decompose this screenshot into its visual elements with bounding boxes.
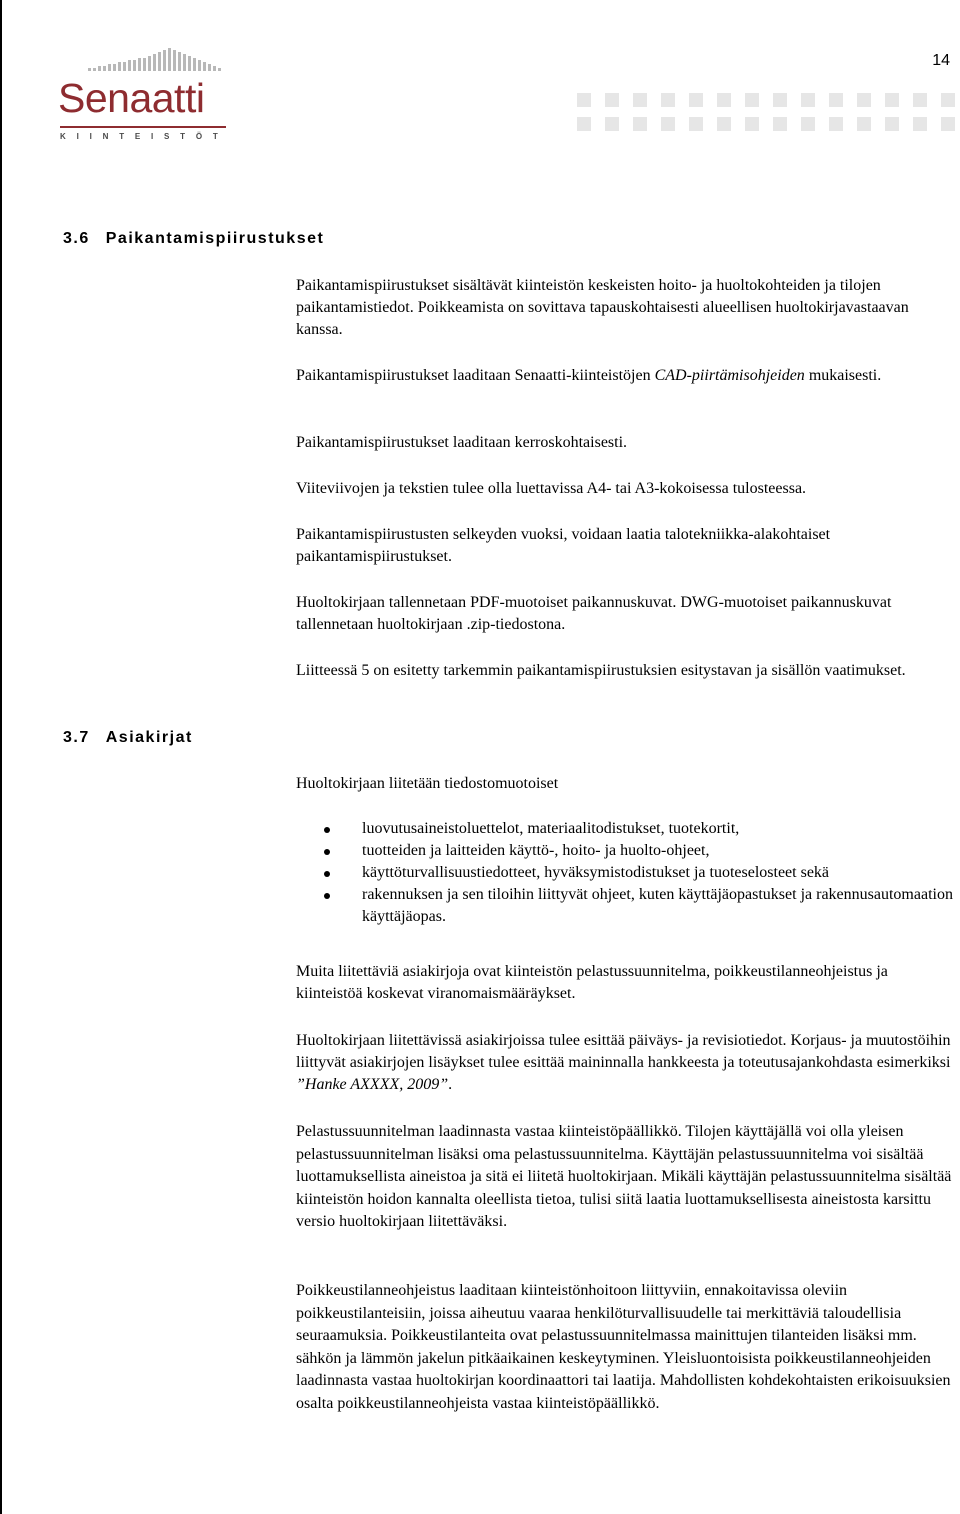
page-number: 14 <box>932 52 950 69</box>
section-heading-3-6 <box>63 230 324 248</box>
bullet-icon <box>324 849 330 855</box>
section-3-6-body <box>296 524 956 568</box>
decorative-square-grid <box>577 93 960 133</box>
logo-subtitle: KIINTEISTÖT <box>60 132 229 141</box>
paragraph: Pelastussuunnitelman laadinnasta vastaa kiinteistöpäällikkö. Tilojen käyttäjällä voi olla yleisen pelastussuunnitelman lisäksi oma pelastussuunnitelma. Käyttäjän pelastussuunnitelma voi sisältää luottamuksellista aineistoa ja sitä ei liitetä huoltokirjaan. Mikäli käyttäjän pelastussuunnitelma sisältää kiinteistön hoidon kannalta oleellista tietoa, tulisi siitä laatia luottamuksellisesta aineistosta karsittu versio huoltokirjaan liitettäväksi. <box>296 1123 952 1230</box>
list-item: rakennuksen ja sen tiloihin liittyvät ohjeet, kuten käyttäjäopastukset ja rakennusautomaation käyttäjäopas. <box>296 884 956 928</box>
list-item: tuotteiden ja laitteiden käyttö-, hoito- ja huolto-ohjeet, <box>296 840 956 862</box>
list-item: käyttöturvallisuustiedotteet, hyväksymistodistukset ja tuoteselosteet sekä <box>296 862 956 884</box>
logo-underline <box>60 126 226 128</box>
paragraph: Liitteessä 5 on esitetty tarkemmin paikantamispiirustuksien esitystavan ja sisällön vaatimukset. <box>296 662 906 679</box>
logo-wordmark: Senaatti <box>58 75 205 121</box>
section-title: Paikantamispiirustukset <box>105 230 325 247</box>
paragraph: Huoltokirjaan liitettävissä asiakirjoissa tulee esittää päiväys- ja revisiotiedot. Korjaus- ja muutostöihin liittyvät asiakirjojen lisäykset tulee esittää maininnalla hankkeesta ja toteutusajankohdasta esimerkiksi ”Hanke AXXXX, 2009”. <box>296 1032 951 1093</box>
section-3-6-body <box>296 432 956 454</box>
section-3-6-body <box>296 275 956 341</box>
paragraph: Huoltokirjaan liitetään tiedostomuotoiset <box>296 775 559 792</box>
logo-dots-icon <box>88 48 238 78</box>
section-heading-3-7 <box>63 729 193 747</box>
paragraph: Paikantamispiirustukset laaditaan kerroskohtaisesti. <box>296 434 628 451</box>
section-number: 3.7 <box>63 729 90 746</box>
senaatti-logo <box>58 48 236 144</box>
section-3-6-body <box>296 478 956 500</box>
paragraph: Muita liitettäviä asiakirjoja ovat kiinteistön pelastussuunnitelma, poikkeustilanneohjeistus ja kiinteistöä koskevat viranomaismääräykset. <box>296 963 888 1002</box>
section-3-6-body <box>296 660 956 682</box>
paragraph: Paikantamispiirustukset laaditaan Senaatti-kiinteistöjen CAD-piirtämisohjeiden mukaisesti. <box>296 367 882 384</box>
section-3-7-intro <box>296 773 956 795</box>
bullet-icon <box>324 871 330 877</box>
paragraph: Viiteviivojen ja tekstien tulee olla luettavissa A4- tai A3-kokoisessa tulosteessa. <box>296 480 807 497</box>
bullet-icon <box>324 893 330 899</box>
page-left-border <box>0 0 2 1514</box>
section-3-7-body <box>296 1121 956 1234</box>
section-3-7-body <box>296 961 956 1005</box>
section-3-6-body <box>296 365 956 387</box>
paragraph: Paikantamispiirustukset sisältävät kiinteistön keskeisten hoito- ja huoltokohteiden ja tilojen paikantamistiedot. Poikkeamista on sovittava tapauskohtaisesti alueellisen huoltokirjavastaavan kanssa. <box>296 277 909 338</box>
section-number: 3.6 <box>63 230 90 247</box>
list-item: luovutusaineistoluettelot, materiaalitodistukset, tuotekortit, <box>296 818 956 840</box>
paragraph: Huoltokirjaan tallennetaan PDF-muotoiset paikannuskuvat. DWG-muotoiset paikannuskuvat tallennetaan huoltokirjaan .zip-tiedostona. <box>296 594 892 633</box>
paragraph: Poikkeustilanneohjeistus laaditaan kiinteistönhoitoon liittyviin, ennakoitavissa oleviin poikkeustilanteisiin, joissa aiheutuu vaaraa henkilöturvallisuudelle tai merkittäviä taloudellisia seuraamuksia. Poikkeustilanteita ovat pelastussuunnitelmassa mainittujen tilanteiden lisäksi mm. sähkön ja lämmön jakelun pitkäaikainen keskeytyminen. Yleisluontoisista poikkeustilanneohjeiden laadinnasta vastaa huoltokirjan koordinaattori tai laatija. Mahdollisten kohdekohtaisten erikoisuuksien osalta poikkeustilanneohjeista vastaa kiinteistöpäällikkö. <box>296 1282 951 1412</box>
bullet-icon <box>324 827 330 833</box>
attachment-list <box>296 818 956 928</box>
section-3-6-body <box>296 592 956 636</box>
section-3-7-body <box>296 1280 956 1415</box>
section-3-7-body <box>296 1030 956 1096</box>
section-title: Asiakirjat <box>105 729 193 746</box>
paragraph: Paikantamispiirustusten selkeyden vuoksi, voidaan laatia talotekniikka-alakohtaiset paikantamispiirustukset. <box>296 526 831 565</box>
